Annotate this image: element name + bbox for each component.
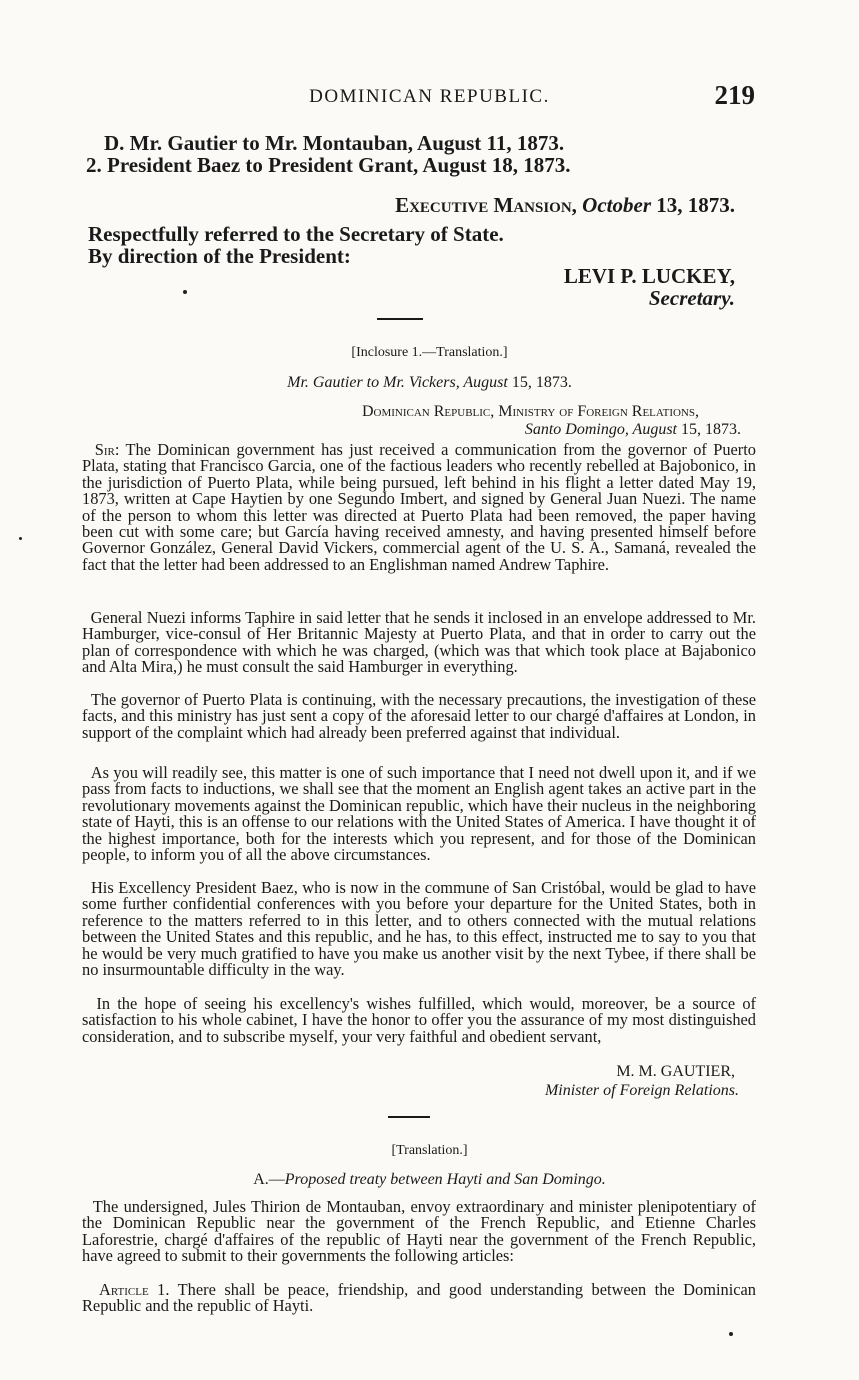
page-number: 219 [714,80,755,110]
paragraph-text: The Dominican government has just received a communication from the governor of Puerto Plata, stating that Francisco Garcia, one of the factious leaders who recently rebelled at Bajobonico, in the jurisdiction of Puerto Plata, while being pursued, left behind in his flight a letter dated May 19, 1873, written at Cape Haytien by one Segundo Imbert, and signed by General Juan Nuezi. The name of the person to whom this letter was directed at Puerto Plata had been removed, the paper having been cut with some care; but García having received amnesty, and having presented himself before Governor González, General David Vickers, commercial agent of the U. S. A., Samaná, revealed the fact that the letter had been addressed to an Englishman named Andrew Taphire. [82,440,756,574]
inclosure-title [0,374,859,392]
salutation: Sir: [94,440,120,459]
paragraph-text: As you will readily see, this matter is one of such importance that I need not dwell upon it, and if we pass from facts to inductions, we shall see that the moment an English agent takes an active part in the revolutionary movements against the Dominican republic, which have their nucleus in the neighboring state of Hayti, this is an offense to our relations with the United States of America. I have thought it of the highest importance, both for the interests which you represent, and for those of the Dominican people, to inform you of all the above circumstances. [82,763,756,865]
article-label: Article 1. [99,1280,170,1299]
letter-paragraph-6 [82,996,756,1045]
endorsement-date-month: October [582,193,651,217]
treaty-title [0,1171,859,1189]
letter-paragraph-5 [82,880,756,978]
paragraph-text: The undersigned, Jules Thirion de Montauban, envoy extraordinary and minister plenipotentiary of the Dominican Republic near the government of the French Republic, and Etienne Charles Laforestrie, chargé d'affaires of the republic of Hayti near the government of the French Republic, have agreed to submit to their governments the following articles: [82,1197,756,1266]
endorsement-place: Executive Mansion, [395,193,577,217]
ink-speck [183,290,187,294]
endorsement-line-2: By direction of the President: [88,244,351,268]
dateline-place: Santo Domingo, August [524,421,677,438]
ink-speck [729,1332,733,1336]
translation-heading: [Translation.] [391,1143,468,1158]
running-head: DOMINICAN REPUBLIC. [309,86,550,107]
endorsement-line-1: Respectfully referred to the Secretary of State. [88,222,504,246]
paragraph-text: In the hope of seeing his excellency's wishes fulfilled, which would, moreover, be a source of satisfaction to his whole cabinet, I have the honor to offer you the assurance of my most distinguished consideration, and to subscribe myself, your very faithful and obedient servant, [82,994,757,1046]
letter-paragraph-3 [82,692,756,741]
paragraph-text: General Nuezi informs Taphire in said letter that he sends it inclosed in an envelope addressed to Mr. Hamburger, vice-consul of Her Britannic Majesty at Puerto Plata, and that in order to carry out the plan of correspondence with which he was charged, (which was that which took place at Bajabonico and Alta Mira,) he must consult the said Hamburger in everything. [82,608,756,677]
letter-paragraph-4 [82,765,756,863]
letter-paragraph [82,442,756,573]
list-item-d: D. Mr. Gautier to Mr. Montauban, August 11, 1873. [104,131,565,155]
inclosure-title-italic: Mr. Gautier to Mr. Vickers, August [287,374,508,391]
letter-signer-title: Minister of Foreign Relations. [544,1082,739,1099]
ink-speck [19,537,22,540]
letter-paragraph-2 [82,610,756,676]
treaty-article-1 [82,1282,756,1315]
letter-body [82,442,756,573]
dateline-ministry: Dominican Republic, Ministry of Foreign Relations, [361,403,699,420]
list-item-2: 2. President Baez to President Grant, August 18, 1873. [86,153,571,177]
inclosure-dateline-2 [525,421,741,439]
inclosure-heading: [Inclosure 1.—Translation.] [351,345,508,360]
letter-signer-name: M. M. GAUTIER, [616,1063,735,1080]
endorsement-signer-title: Secretary. [648,286,735,310]
endorsement-signer-name: LEVI P. LUCKEY, [563,264,735,288]
article-text: There shall be peace, friendship, and good understanding between the Dominican Republic and the republic of Hayti. [82,1280,756,1316]
dateline-date: 15, 1873. [681,421,741,438]
treaty-preamble [82,1199,756,1265]
endorsement-dateline [395,193,735,218]
inclosure-title-rest: 15, 1873. [511,374,572,391]
inclosure-dateline-1 [362,403,699,421]
endorsement-date-rest: 13, 1873. [656,193,735,217]
paragraph-text: His Excellency President Baez, who is now in the commune of San Cristóbal, would be glad to have some further confidential conferences with you before your departure for the United States, both in reference to the matters referred to in this letter, and to others connected with the mutual relations between the United States and this republic, and he has, to this effect, instructed me to say to you that he would be very much gratified to have you make us another visit by the next Tybee, if there shall be no insurmountable difficulty in the way. [82,878,756,980]
section-divider-2 [388,1116,430,1118]
treaty-title-italic: Proposed treaty between Hayti and San Domingo. [284,1171,606,1188]
paragraph-text: The governor of Puerto Plata is continuing, with the necessary precautions, the investigation of these facts, and this ministry has just sent a copy of the aforesaid letter to our chargé d'affaires at London, in support of the complaint which had already been preferred against that individual. [82,690,756,742]
section-divider [377,318,423,320]
treaty-title-prefix: A.— [253,1171,285,1188]
